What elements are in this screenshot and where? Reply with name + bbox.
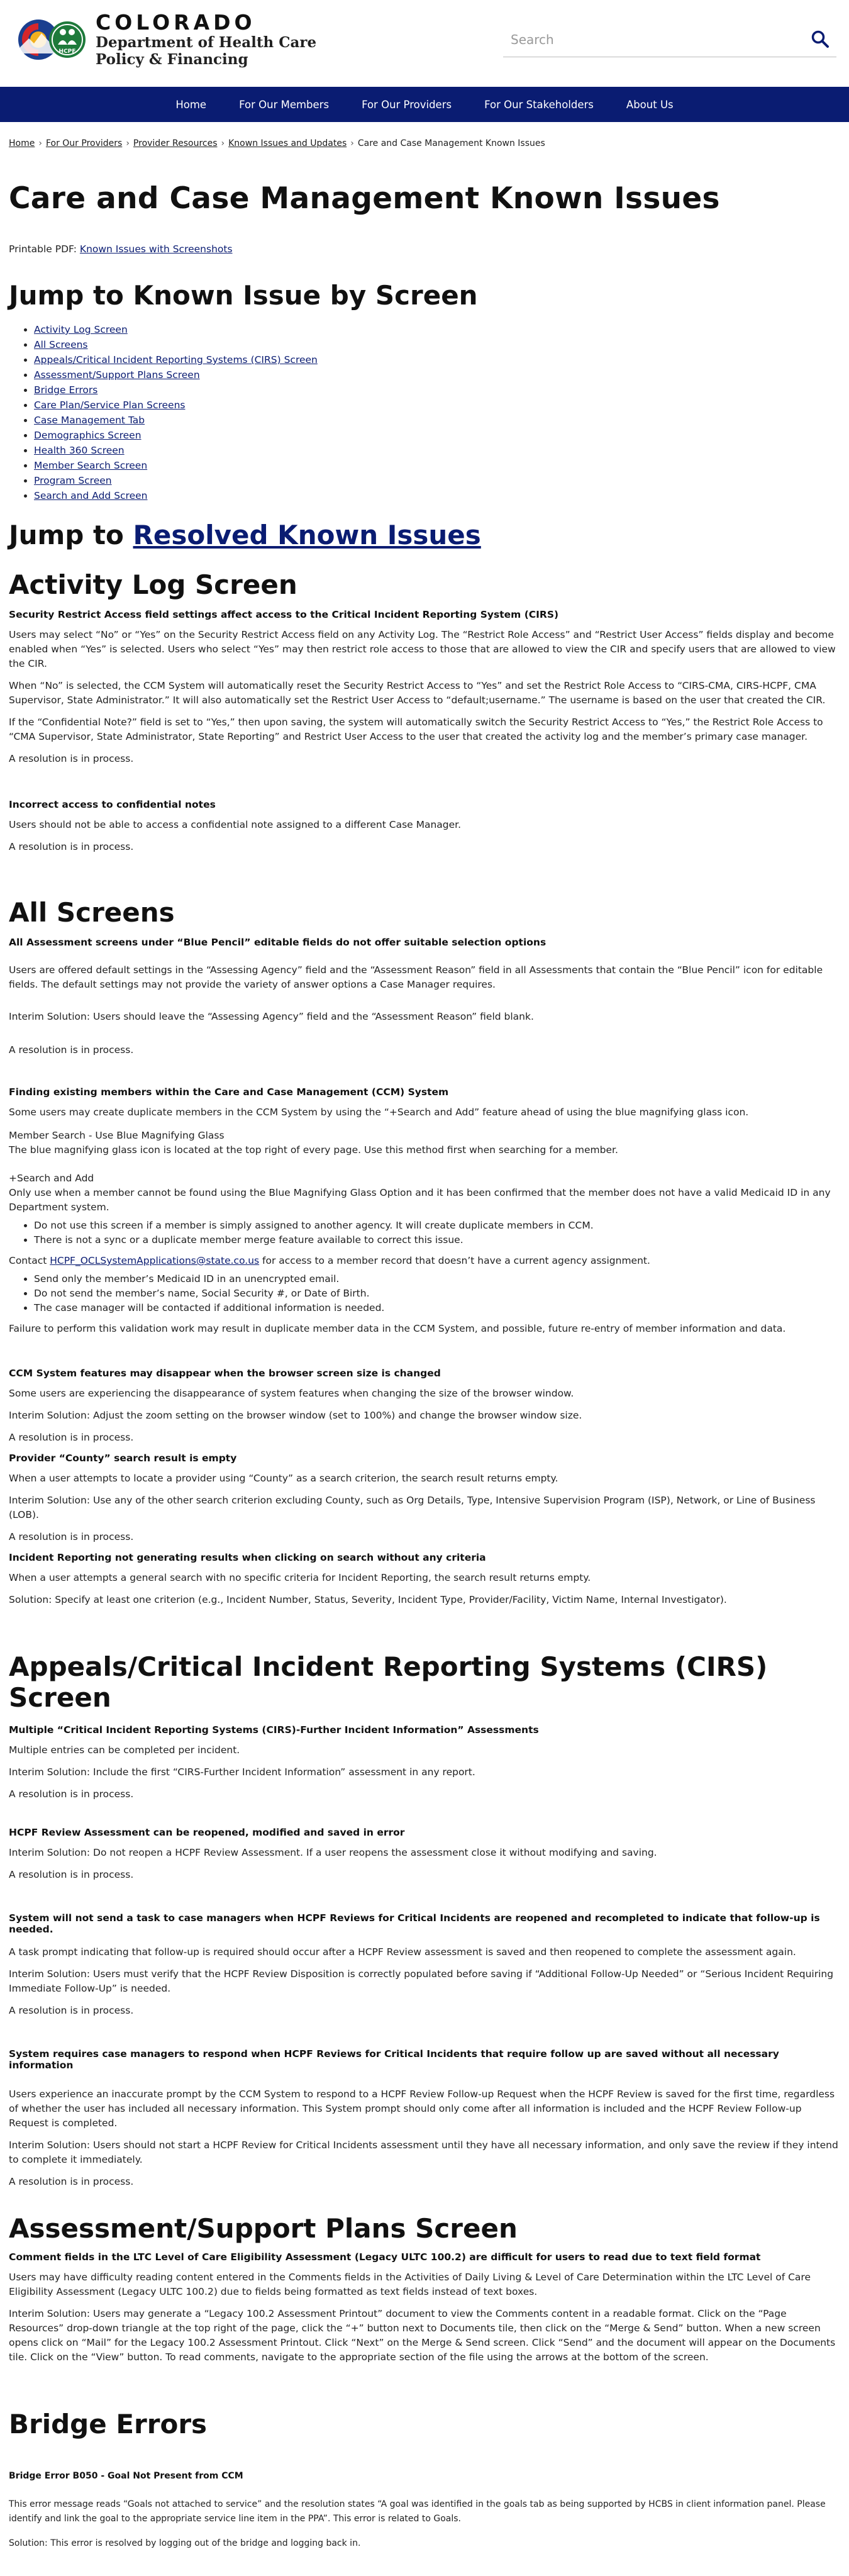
issue-title: Incorrect access to confidential notes (9, 799, 216, 810)
list-item (34, 352, 840, 367)
list-item (34, 398, 840, 413)
toc-link-demographics[interactable]: Demographics Screen (34, 430, 142, 441)
resolution-status: A resolution is in process. (9, 1044, 134, 1056)
list-item (34, 367, 840, 382)
issue-text: Users may have difficulty reading content entered in the Comments fields in the Activities of Daily Living & Level of Care Determination within the LTC Level of Care Eligibility Assessment (Legacy ULTC 100.2) due to fields being formatted as text fields instead of text boxes. (9, 2272, 811, 2297)
issue-text: Users are offered default settings in the “Assessing Agency” field and the “Assessment Reason” field in all Assessments that contain the “Blue Pencil” icon for editable fields. The default settings may not provide the variety of answer options a Case Manager requires. (9, 964, 823, 990)
list-item (34, 488, 840, 503)
toc-link-member-search[interactable]: Member Search Screen (34, 460, 148, 471)
contact-email-link[interactable]: HCPF_OCLSystemApplications@state.co.us (50, 1255, 260, 1266)
resolution-status: A resolution is in process. (9, 841, 134, 852)
issue-text: Multiple entries can be completed per incident. (9, 1744, 240, 1756)
issue-text: Interim Solution: Users may generate a “Legacy 100.2 Assessment Printout” document to view the Comments content in a readable format. Click on the “Page Resources” drop-down triangle at the top right of the page, click the “+” button next to Documents tile, then click on the “Merge & Send” button. When a new screen opens click on “Mail” for the Legacy 100.2 Assessment Printout. Click “Next” on the Merge & Send screen. Click “Send” and the document will appear on the Documents tile. Click on the “View” button. To read comments, navigate to the appropriate section of the file using the arrows at the bottom of the screen. (9, 2308, 836, 2363)
toc-link-cirs[interactable]: Appeals/Critical Incident Reporting Systems (CIRS) Screen (34, 354, 318, 365)
logo-department (96, 34, 316, 68)
resolution-status: A resolution is in process. (9, 1869, 134, 1880)
issue-text: Interim Solution: Do not reopen a HCPF Review Assessment. If a user reopens the assessment close it without modifying and saving. (9, 1847, 657, 1858)
site-logo[interactable] (18, 11, 316, 68)
issue-text: Some users are experiencing the disappearance of system features when changing the size of the browser window. (9, 1388, 574, 1399)
breadcrumb-separator: › (350, 138, 354, 148)
list-item (34, 473, 840, 488)
toc-link-activity-log[interactable]: Activity Log Screen (34, 324, 128, 335)
logo-dept-line1: Department of Health Care (96, 34, 317, 51)
toc-link-program[interactable]: Program Screen (34, 475, 112, 486)
issue-title: Comment fields in the LTC Level of Care Eligibility Assessment (Legacy ULTC 100.2) are difficult for users to read due to text field format (9, 2251, 761, 2263)
issue-title: System will not send a task to case managers when HCPF Reviews for Critical Incidents are reopened and recompleted to indicate that follow-up is needed. (9, 1912, 820, 1935)
contact-text (9, 1254, 840, 1268)
list-item (34, 458, 840, 473)
breadcrumb-providers[interactable]: For Our Providers (45, 138, 123, 148)
contact-pre: Contact (9, 1255, 50, 1266)
toc-link-care-plan[interactable]: Care Plan/Service Plan Screens (34, 399, 186, 411)
issue-text: +Search and Add (9, 1173, 94, 1184)
issue-title: Multiple “Critical Incident Reporting Systems (CIRS)-Further Incident Information” Assessments (9, 1724, 539, 1736)
issue-title: Security Restrict Access field settings affect access to the Critical Incident Reporting System (CIRS) (9, 609, 559, 620)
site-header (0, 0, 849, 84)
toc-link-health-360[interactable]: Health 360 Screen (34, 445, 125, 456)
printable-pdf-link[interactable]: Known Issues with Screenshots (79, 243, 233, 255)
resolved-issues-link[interactable]: Resolved Known Issues (133, 520, 481, 550)
list-item (34, 322, 840, 337)
issue-text: Solution: Specify at least one criterion (e.g., Incident Number, Status, Severity, Incident Type, Provider/Facility, Victim Name, Internal Investigator). (9, 1594, 727, 1605)
issue-title: HCPF Review Assessment can be reopened, modified and saved in error (9, 1827, 405, 1838)
issue-text: Users may select “No” or “Yes” on the Security Restrict Access field on any Activity Log. The “Restrict Role Access” and “Restrict User Access” fields display and become enabled when “Yes” is selected. Users who select “Yes” may then restrict role access to those that are allowed to view the CIR and specify users that are allowed to view the CIR. (9, 629, 836, 669)
all-screens-heading: All Screens (9, 897, 175, 928)
list-item: • The case manager will be contacted if additional information is needed. (34, 1301, 840, 1315)
main-nav (0, 87, 849, 122)
breadcrumb-home[interactable]: Home (9, 138, 35, 148)
breadcrumb-current: Care and Case Management Known Issues (357, 138, 545, 148)
breadcrumb-resources[interactable]: Provider Resources (133, 138, 218, 148)
issue-text: Failure to perform this validation work may result in duplicate member data in the CCM System, and possible, future re-entry of member information and data. (9, 1323, 786, 1334)
resolution-status: A resolution is in process. (9, 2176, 134, 2187)
toc-link-all-screens[interactable]: All Screens (34, 339, 88, 350)
contact-post: for access to a member record that doesn’t have a current agency assignment. (259, 1255, 650, 1266)
list-item (34, 337, 840, 352)
issue-text: Interim Solution: Adjust the zoom setting on the browser window (set to 100%) and change the browser window size. (9, 1410, 582, 1421)
list-item: • There is not a sync or a duplicate member merge feature available to correct this issue. (34, 1233, 840, 1247)
issue-text: If the “Confidential Note?” field is set to “Yes,” then upon saving, the system will automatically switch the Security Restrict Access to “Yes,” the Restrict Role Access to “CMA Supervisor, State Administrator, State Reporting” and Restrict User Access to the user that created the activity log and the member’s primary case manager. (9, 716, 823, 742)
issue-text: Solution: This error is resolved by logging out of the bridge and logging back in. (9, 2538, 361, 2548)
jump-screen-heading: Jump to Known Issue by Screen (9, 280, 478, 311)
toc-link-search-add[interactable]: Search and Add Screen (34, 490, 148, 501)
assessment-heading: Assessment/Support Plans Screen (9, 2213, 518, 2244)
bullet-list (9, 1272, 840, 1315)
issue-text: Interim Solution: Users must verify that the HCPF Review Disposition is correctly populated before saving if “Additional Follow-Up Needed” or “Serious Incident Requiring Immediate Follow-Up” is needed. (9, 1968, 834, 1994)
issue-text: Member Search - Use Blue Magnifying Glass (9, 1130, 225, 1141)
breadcrumb (9, 138, 840, 148)
nav-providers[interactable]: For Our Providers (362, 98, 452, 111)
logo-dept-line2: Policy & Financing (96, 51, 248, 68)
page-title: Care and Case Management Known Issues (9, 181, 720, 216)
cirs-heading: Appeals/Critical Incident Reporting Systems (CIRS) Screen (9, 1651, 768, 1713)
issue-title: CCM System features may disappear when the browser screen size is changed (9, 1368, 441, 1379)
nav-home[interactable]: Home (175, 98, 207, 111)
search-input[interactable] (503, 22, 799, 57)
issue-text: Some users may create duplicate members in the CCM System by using the “+Search and Add” feature ahead of using the blue magnifying glass icon. (9, 1107, 749, 1118)
issue-title: Finding existing members within the Care and Case Management (CCM) System (9, 1086, 449, 1098)
list-item: • Do not send the member’s name, Social Security #, or Date of Birth. (34, 1286, 840, 1301)
issue-text: When “No” is selected, the CCM System will automatically reset the Security Restrict Access to “Yes” and set the Restrict Role Access to “CIRS-CMA, CIRS-HCPF, CMA Supervisor, State Administrator.” It will also automatically set the Restrict User Access to “default;username.” The username is based on the user that created the CIR. (9, 680, 826, 706)
nav-stakeholders[interactable]: For Our Stakeholders (484, 98, 594, 111)
logo-badge-text: HCPF (58, 48, 76, 55)
search-box (503, 22, 836, 57)
issue-title: Bridge Error B050 - Goal Not Present from CCM (9, 2471, 243, 2481)
issue-text: Users experience an inaccurate prompt by the CCM System to respond to a HCPF Review Follow-up Request when the HCPF Review is saved for the first time, regardless of whether the user has included all necessary information. This System prompt should only come after all information is included and the HCPF Review Follow-up Request is completed. (9, 2088, 835, 2129)
issue-title: System requires case managers to respond when HCPF Reviews for Critical Incidents that require follow up are saved without all necessary information (9, 2048, 779, 2071)
issue-text: A task prompt indicating that follow-up is required should occur after a HCPF Review assessment is saved and then reopened to complete the assessment again. (9, 1946, 796, 1958)
nav-about[interactable]: About Us (626, 98, 674, 111)
issue-text: When a user attempts to locate a provider using “County” as a search criterion, the search result returns empty. (9, 1473, 558, 1484)
nav-members[interactable]: For Our Members (239, 98, 330, 111)
resolution-status: A resolution is in process. (9, 753, 134, 764)
jump-resolved-prefix: Jump to (9, 520, 133, 550)
toc-link-bridge-errors[interactable]: Bridge Errors (34, 384, 98, 396)
resolution-status: A resolution is in process. (9, 1788, 134, 1800)
list-item (34, 413, 840, 428)
list-item (34, 382, 840, 398)
breadcrumb-separator: › (38, 138, 42, 148)
issue-text: This error message reads “Goals not attached to service” and the resolution states “A goal was identified in the goals tab as being supported by HCBS in client information panel. Please identify and link the goal to the appropriate service line item in the PPA”. This error is related to Goals. (9, 2499, 826, 2524)
colorado-logo-icon (18, 13, 87, 66)
issue-text: Interim Solution: Include the first “CIRS-Further Incident Information” assessment in any report. (9, 1766, 475, 1778)
activity-log-heading: Activity Log Screen (9, 569, 297, 600)
toc-link-assessment[interactable]: Assessment/Support Plans Screen (34, 369, 200, 381)
jump-screen-list (9, 322, 840, 503)
list-item: • Send only the member’s Medicaid ID in an unencrypted email. (34, 1272, 840, 1286)
printable-label: Printable PDF: (9, 243, 80, 255)
logo-text (96, 11, 316, 68)
toc-link-case-management[interactable]: Case Management Tab (34, 415, 145, 426)
list-item (34, 443, 840, 458)
list-item (34, 428, 840, 443)
logo-colorado: COLORADO (96, 10, 256, 35)
issue-title: Provider “County” search result is empty (9, 1452, 237, 1464)
search-button[interactable] (810, 30, 830, 50)
search-icon (811, 30, 830, 48)
issue-text: Interim Solution: Users should not start a HCPF Review for Critical Incidents assessment until they have all necessary information, and only save the review if they intend to complete it immediately. (9, 2139, 838, 2165)
bullet-list (9, 1218, 840, 1247)
issue-text: Users should not be able to access a confidential note assigned to a different Case Manager. (9, 819, 462, 830)
resolution-status: A resolution is in process. (9, 2005, 134, 2016)
jump-resolved-heading (9, 520, 840, 550)
list-item: • Do not use this screen if a member is simply assigned to another agency. It will create duplicate members in CCM. (34, 1218, 840, 1233)
breadcrumb-separator: › (126, 138, 130, 148)
breadcrumb-known-issues[interactable]: Known Issues and Updates (228, 138, 347, 148)
bridge-errors-heading: Bridge Errors (9, 2409, 208, 2439)
issue-text: Interim Solution: Users should leave the “Assessing Agency” field and the “Assessment Reason” field blank. (9, 1011, 534, 1022)
issue-text: Interim Solution: Use any of the other search criterion excluding County, such as Org Details, Type, Intensive Supervision Program (ISP), Network, or Line of Business (LOB). (9, 1495, 816, 1520)
breadcrumb-separator: › (221, 138, 225, 148)
issue-text: Only use when a member cannot be found using the Blue Magnifying Glass Option and it has been confirmed that the member does not have a valid Medicaid ID in any Department system. (9, 1187, 831, 1213)
issue-text: The blue magnifying glass icon is located at the top right of every page. Use this method first when searching for a member. (9, 1144, 618, 1156)
printable-pdf (9, 243, 840, 255)
issue-title: Incident Reporting not generating results when clicking on search without any criteria (9, 1552, 486, 1563)
issue-text: When a user attempts a general search with no specific criteria for Incident Reporting, the search result returns empty. (9, 1572, 591, 1583)
resolution-status: A resolution is in process. (9, 1531, 134, 1542)
resolution-status: A resolution is in process. (9, 1432, 134, 1443)
main-content (0, 138, 849, 2551)
issue-title: All Assessment screens under “Blue Pencil” editable fields do not offer suitable selection options (9, 937, 547, 948)
